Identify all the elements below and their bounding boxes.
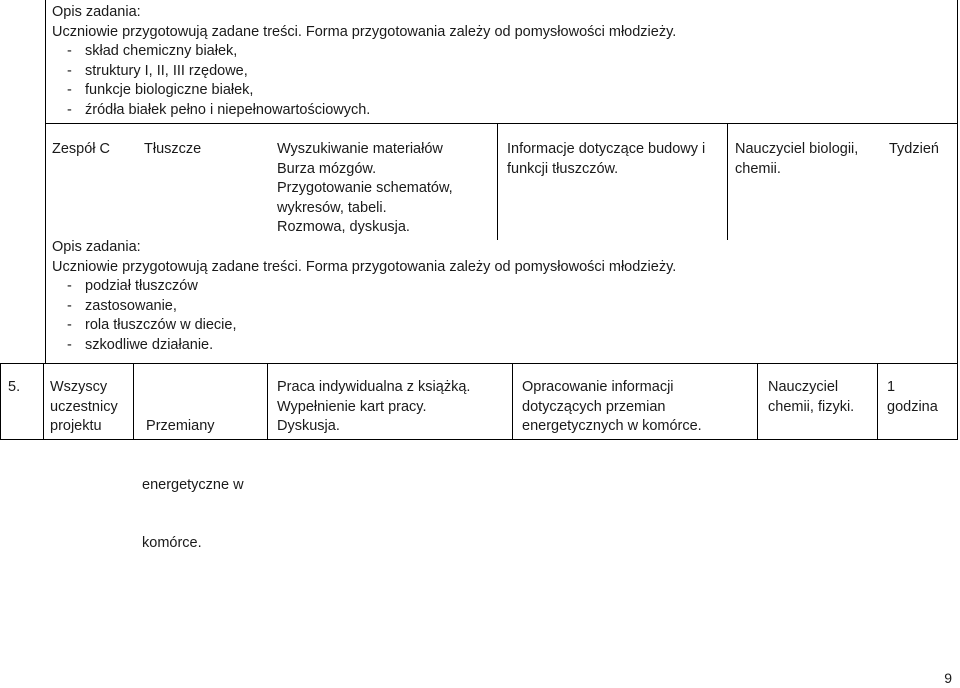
- list-item: - źródła białek pełno i niepełnowartościowych.: [64, 101, 932, 121]
- column-divider: [43, 363, 44, 440]
- column-divider: [267, 363, 268, 440]
- topic-line: Przemiany: [142, 418, 215, 434]
- row-number: 5.: [8, 379, 21, 395]
- list-item: - zastosowanie,: [64, 297, 932, 317]
- info-line: dotyczących przemian: [522, 398, 666, 415]
- info-line: Informacje dotyczące budowy i: [507, 141, 706, 157]
- column-divider: [757, 363, 758, 440]
- topic-cell: [142, 378, 266, 593]
- teacher-line: chemii, fizyki.: [768, 398, 855, 415]
- task-description: [52, 3, 932, 120]
- participants-cell: [50, 378, 132, 437]
- methods-line: Przygotowanie schematów,: [277, 180, 453, 196]
- time-cell: Tydzień: [889, 141, 939, 157]
- info-cell: [522, 378, 756, 437]
- list-item: - funkcje biologiczne białek,: [64, 81, 932, 101]
- column-divider: [512, 363, 513, 440]
- teacher-line: chemii.: [735, 160, 781, 177]
- task-description-intro: Uczniowie przygotowują zadane treści. Forma przygotowania zależy od pomysłowości młodzieży.: [52, 258, 677, 275]
- info-cell: [507, 140, 722, 179]
- list-item: - podział tłuszczów: [64, 277, 932, 297]
- table-divider: [0, 363, 958, 364]
- column-divider: [133, 363, 134, 440]
- info-line: Opracowanie informacji: [522, 379, 674, 395]
- task-description-label: Opis zadania:: [52, 4, 141, 20]
- time-cell: [887, 378, 955, 417]
- list-item: - rola tłuszczów w diecie,: [64, 316, 932, 336]
- teacher-line: Nauczyciel biologii,: [735, 141, 859, 157]
- page-number: 9: [944, 670, 952, 686]
- task-list: [64, 42, 932, 120]
- teacher-cell: [768, 378, 876, 417]
- methods-line: Wypełnienie kart pracy.: [277, 398, 427, 415]
- methods-cell: [277, 140, 492, 238]
- column-divider: [497, 123, 498, 240]
- methods-line: Praca indywidualna z książką.: [277, 379, 471, 395]
- methods-line: Dyskusja.: [277, 418, 340, 434]
- methods-cell: [277, 378, 511, 437]
- list-item: - struktury I, II, III rzędowe,: [64, 62, 932, 82]
- info-line: funkcji tłuszczów.: [507, 160, 619, 177]
- column-divider: [727, 123, 728, 240]
- methods-line: wykresów, tabeli.: [277, 199, 387, 216]
- team-name: Zespół C: [52, 141, 111, 157]
- time-line: 1: [887, 379, 896, 395]
- methods-line: Rozmowa, dyskusja.: [277, 219, 410, 235]
- time-line: godzina: [887, 398, 938, 415]
- topic-cell: Tłuszcze: [144, 141, 202, 157]
- list-item: - skład chemiczny białek,: [64, 42, 932, 62]
- methods-line: Wyszukiwanie materiałów: [277, 141, 443, 157]
- table-border-left-row5: [0, 363, 1, 440]
- topic-line: komórce.: [142, 535, 202, 551]
- teacher-cell: [735, 140, 875, 179]
- methods-line: Burza mózgów.: [277, 160, 377, 177]
- task-description-label: Opis zadania:: [52, 239, 141, 255]
- table-border-right: [957, 0, 958, 440]
- participants-line: Wszyscy: [50, 379, 108, 395]
- info-line: energetycznych w komórce.: [522, 418, 702, 434]
- list-item: - szkodliwe działanie.: [64, 336, 932, 356]
- teacher-line: Nauczyciel: [768, 379, 839, 395]
- task-list: [64, 277, 932, 355]
- table-border-left: [45, 0, 46, 364]
- table-divider: [45, 123, 958, 124]
- participants-line: uczestnicy: [50, 398, 118, 415]
- topic-line: energetyczne w: [142, 476, 244, 493]
- participants-line: projektu: [50, 418, 102, 434]
- column-divider: [877, 363, 878, 440]
- task-description-intro: Uczniowie przygotowują zadane treści. Forma przygotowania zależy od pomysłowości młodzieży.: [52, 23, 677, 40]
- task-description: [52, 238, 932, 355]
